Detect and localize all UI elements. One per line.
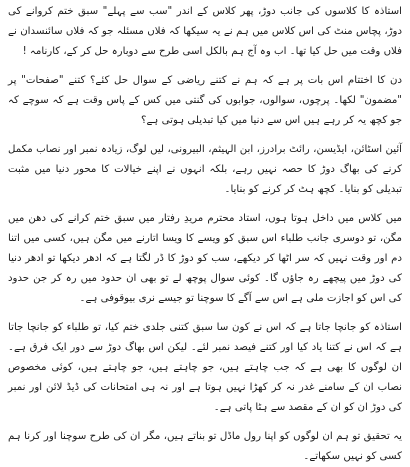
paragraph: استاذہ کو جانچا جاتا ہے کہ اس نے کون سا سبق کتنی جلدی ختم کیا، تو طلباء کو جانچا جاتا ہے کہ اس نے کتنا یاد کیا اور کتنے فیصد نمبر لئے۔ لیکن اس بھاگ دوڑ سے دور ایک فرق ہے۔ ان لوگوں کا بھی ہے کہ جب چاہتے ہیں، جو چاہتے ہیں، جو چاہتے ہیں، کوئی مخصوص نصاب ان کے سامنے غدر نہ کر کھڑا نہیں ہوتا ہے اور نہ ہی امتحانات کی ڈیڈ لائن اور نمبر کی دوڑ ان کو ان کے مقصد سے ہٹا پاتی ہے۔ xyxy=(8,322,402,413)
paragraph: آئین اسٹائن، ایڈیسن، رائٹ برادرز، ابن الہیثم، البیرونی، لیں لوگ، زیادہ نمبر اور نصاب مکمل کرنے کی بھاگ دوڑ کا حصہ نہیں رہے، بلکہ انہوں نے اپنے خیالات کا محور دنیا میں مثبت تبدیلی کو بنایا۔ کچھ ہٹ کر کرنے کو بنایا۔ xyxy=(8,144,402,195)
paragraph: استاذہ کا کلاسوں کی جانب دوڑ، پھر کلاس کے اندر "سب سے پہلے" سبق ختم کروانے کی دوڑ، پچاس منٹ کی اس کلاس میں ہم نے یہ سیکھا کہ فلاں مسئلہ جو کہ فلاں سائنسدان نے فلاں وقت میں حل کیا تھا۔ اب وہ آج ہم بالکل اسی طرح سے دوبارہ حل کر کے، کارنامہ ! xyxy=(8,6,402,57)
paragraph: یہ تحقیق تو ہم ان لوگوں کو اپنا رول ماڈل تو بناتے ہیں، مگر ان کی طرح سوچنا اور کرنا ہم کسی کو نہیں سکھاتے۔ xyxy=(8,431,402,462)
paragraph: میں کلاس میں داخل ہوتا ہوں، استاد محترم مریدِ رفتار میں سبق ختم کرانے کی دھن میں مگن، تو دوسری جانب طلباء اس سبق کو ویسے کا ویسا اتارنے میں مگن ہیں، کسی میں اتنا دم اور وقت نہیں کہ سر اٹھا کر دیکھے، سب کو دوڑ کا ڈر لگتا ہے کہ ادھر دیکھا تو ادھر دنیا کی دوڑ میں پیچھے رہ جاؤں گا۔ کوئی سوال پوچھ لے تو بھی ان حدود میں رہ کر جن حدود کی اس کو اجازت ملی ہے اس سے آگے کا سوچنا تو جیسے نری بیوقوفی ہے۔ xyxy=(8,213,402,304)
paragraph: دن کا اختتام اس بات پر ہے کہ ہم نے کتنے ریاضی کے سوال حل کئے؟ کتنے "صفحات" پر "مضمون" لکھا۔ پرچوں، سوالوں، جوابوں کی گنتی میں کس کے پاس وقت ہے کہ سوچے کہ جو کچھ یہ کر رہے ہیں اس سے دنیا میں کیا تبدیلی ہوتی ہے؟ xyxy=(8,75,402,126)
